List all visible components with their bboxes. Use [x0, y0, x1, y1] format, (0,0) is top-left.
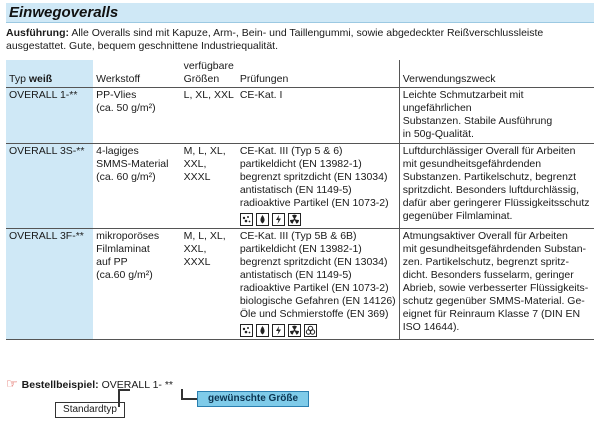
cell-verwendung-line: zen. Partikelschutz, begrenzt spritz- [402, 256, 570, 268]
cell-pruefungen-line: partikeldicht (EN 13982-1) [239, 243, 362, 255]
cell-pruefungen-line: CE-Kat. III (Typ 5 & 6) [239, 145, 343, 157]
cell-groessen [181, 144, 237, 229]
cell-werkstoff-line: (ca.60 g/m²) [96, 269, 153, 281]
table-row [6, 229, 594, 340]
order-label: Bestellbeispiel: [21, 379, 99, 391]
cell-werkstoff-line: (ca. 60 g/m²) [96, 171, 156, 183]
cell-verwendung-line: dafür aber geringerer Flüssigkeitsschutz [402, 197, 590, 209]
header-verwendung: Verwendungszweck [399, 60, 594, 88]
cell-verwendung [399, 144, 594, 229]
cell-verwendung-line: Substanzen. Stabile Ausführung [402, 115, 553, 127]
cell-werkstoff-line: (ca. 50 g/m²) [96, 102, 156, 114]
cell-verwendung-line: in 50g-Qualität. [402, 128, 474, 140]
cell-werkstoff-line: Filmlaminat [96, 243, 150, 255]
cell-werkstoff-line: 4-lagiges [96, 145, 139, 157]
header-typ: Typ weiß [6, 60, 93, 88]
pointing-hand-icon: ☞ [6, 376, 18, 391]
cell-verwendung [399, 88, 594, 144]
cell-groessen [181, 229, 237, 340]
cell-verwendung-line: Leichte Schmutzarbeit mit ungefährlichen [402, 89, 524, 114]
cell-groessen [181, 88, 237, 144]
cell-verwendung-line: Luftdurchlässiger Overall für Arbeiten [402, 145, 576, 157]
cell-verwendung-line: dicht. Besonders fusselarm, geringer [402, 269, 574, 281]
cell-werkstoff-line: PP-Vlies [96, 89, 137, 101]
cell-verwendung-line: eignet für Reinraum Klasse 7 (DIN EN [402, 308, 581, 320]
intro-text: Alle Overalls sind mit Kapuze, Arm-, Bein- und Taillengummi, sowie abgedeckter Reißverschlussleiste ausgestattet. Gute, bequem geschnittene Industriequalität. [6, 27, 544, 52]
cell-werkstoff [93, 229, 181, 340]
cell-verwendung-line: gegenüber Filmlaminat. [402, 210, 513, 222]
splash-icon [256, 324, 269, 337]
cell-pruefungen-line: radioaktive Partikel (EN 1073-2) [239, 197, 389, 209]
cell-pruefungen-line: CE-Kat. III (Typ 5B & 6B) [239, 230, 357, 242]
cell-typ: OVERALL 3S-** [6, 144, 93, 229]
cell-groessen-line: XXL, XXXL [183, 158, 211, 183]
cell-verwendung-line: mit gesundheitsgefährdenden [402, 158, 542, 170]
cell-verwendung-line: schutz gegenüber SMMS-Material. Ge- [402, 295, 585, 307]
size-label: gewünschte Größe [197, 391, 309, 407]
cell-verwendung-line: spritzdicht. Besonders luftdurchlässig, [402, 184, 579, 196]
cell-werkstoff [93, 88, 181, 144]
table-header [6, 60, 594, 88]
cell-werkstoff [93, 144, 181, 229]
standard-type-label: Standardtyp [55, 402, 125, 418]
radioactive-icon [288, 213, 301, 226]
header-pruefungen: Prüfungen [237, 60, 399, 88]
antistatic-icon [272, 324, 285, 337]
cell-werkstoff-line: mikroporöses [96, 230, 160, 242]
cell-pruefungen-line: antistatisch (EN 1149-5) [239, 184, 352, 196]
cell-pruefungen-line: begrenzt spritzdicht (EN 13034) [239, 171, 388, 183]
radioactive-icon [288, 324, 301, 337]
biohazard-icon [304, 324, 317, 337]
table-row [6, 144, 594, 229]
cell-typ: OVERALL 1-** [6, 88, 93, 144]
cell-verwendung-line: Abrieb, sowie verbesserter Flüssigkeits- [402, 282, 589, 294]
cell-pruefungen-line: radioaktive Partikel (EN 1073-2) [239, 282, 389, 294]
cell-verwendung [399, 229, 594, 340]
cell-typ: OVERALL 3F-** [6, 229, 93, 340]
title-bar [6, 3, 594, 23]
cell-pruefungen-line: antistatisch (EN 1149-5) [239, 269, 352, 281]
cell-werkstoff-line: auf PP [96, 256, 128, 268]
cell-pruefungen [237, 88, 399, 144]
cell-groessen-line: M, L, XL, [183, 145, 226, 157]
antistatic-icon [272, 213, 285, 226]
cell-verwendung-line: mit gesundheitsgefährdenden Substan- [402, 243, 587, 255]
splash-icon [256, 213, 269, 226]
page-title: Einwegoveralls [9, 4, 119, 21]
pictogram-row [240, 324, 396, 337]
cell-verwendung-line: Substanzen. Partikelschutz, begrenzt [402, 171, 577, 183]
standard-connector-top [118, 389, 130, 391]
particle-icon [240, 213, 253, 226]
intro-paragraph [6, 27, 594, 53]
cell-pruefungen [237, 144, 399, 229]
table-row [6, 88, 594, 144]
cell-groessen-line: XXL, XXXL [183, 243, 211, 268]
intro-label: Ausführung: [6, 27, 69, 39]
pictogram-row [240, 213, 396, 226]
cell-pruefungen-line: partikeldicht (EN 13982-1) [239, 158, 362, 170]
cell-pruefungen-line: begrenzt spritzdicht (EN 13034) [239, 256, 388, 268]
cell-verwendung-line: ISO 14644). [402, 321, 460, 333]
header-groessen: verfügbare Größen [181, 60, 237, 88]
cell-werkstoff-line: SMMS-Material [96, 158, 169, 170]
particle-icon [240, 324, 253, 337]
cell-pruefungen-line: Öle und Schmierstoffe (EN 369) [239, 308, 389, 320]
cell-pruefungen [237, 229, 399, 340]
cell-pruefungen-line: biologische Gefahren (EN 14126) [239, 295, 396, 307]
order-example [6, 376, 173, 392]
cell-groessen-line: M, L, XL, [183, 230, 226, 242]
product-table [6, 60, 594, 340]
cell-groessen-line: L, XL, XXL [183, 89, 234, 101]
cell-verwendung-line: Atmungsaktiver Overall für Arbeiten [402, 230, 568, 242]
header-werkstoff: Werkstoff [93, 60, 181, 88]
order-example-code: OVERALL 1- ** [98, 379, 173, 391]
cell-pruefungen-line: CE-Kat. I [239, 89, 283, 101]
